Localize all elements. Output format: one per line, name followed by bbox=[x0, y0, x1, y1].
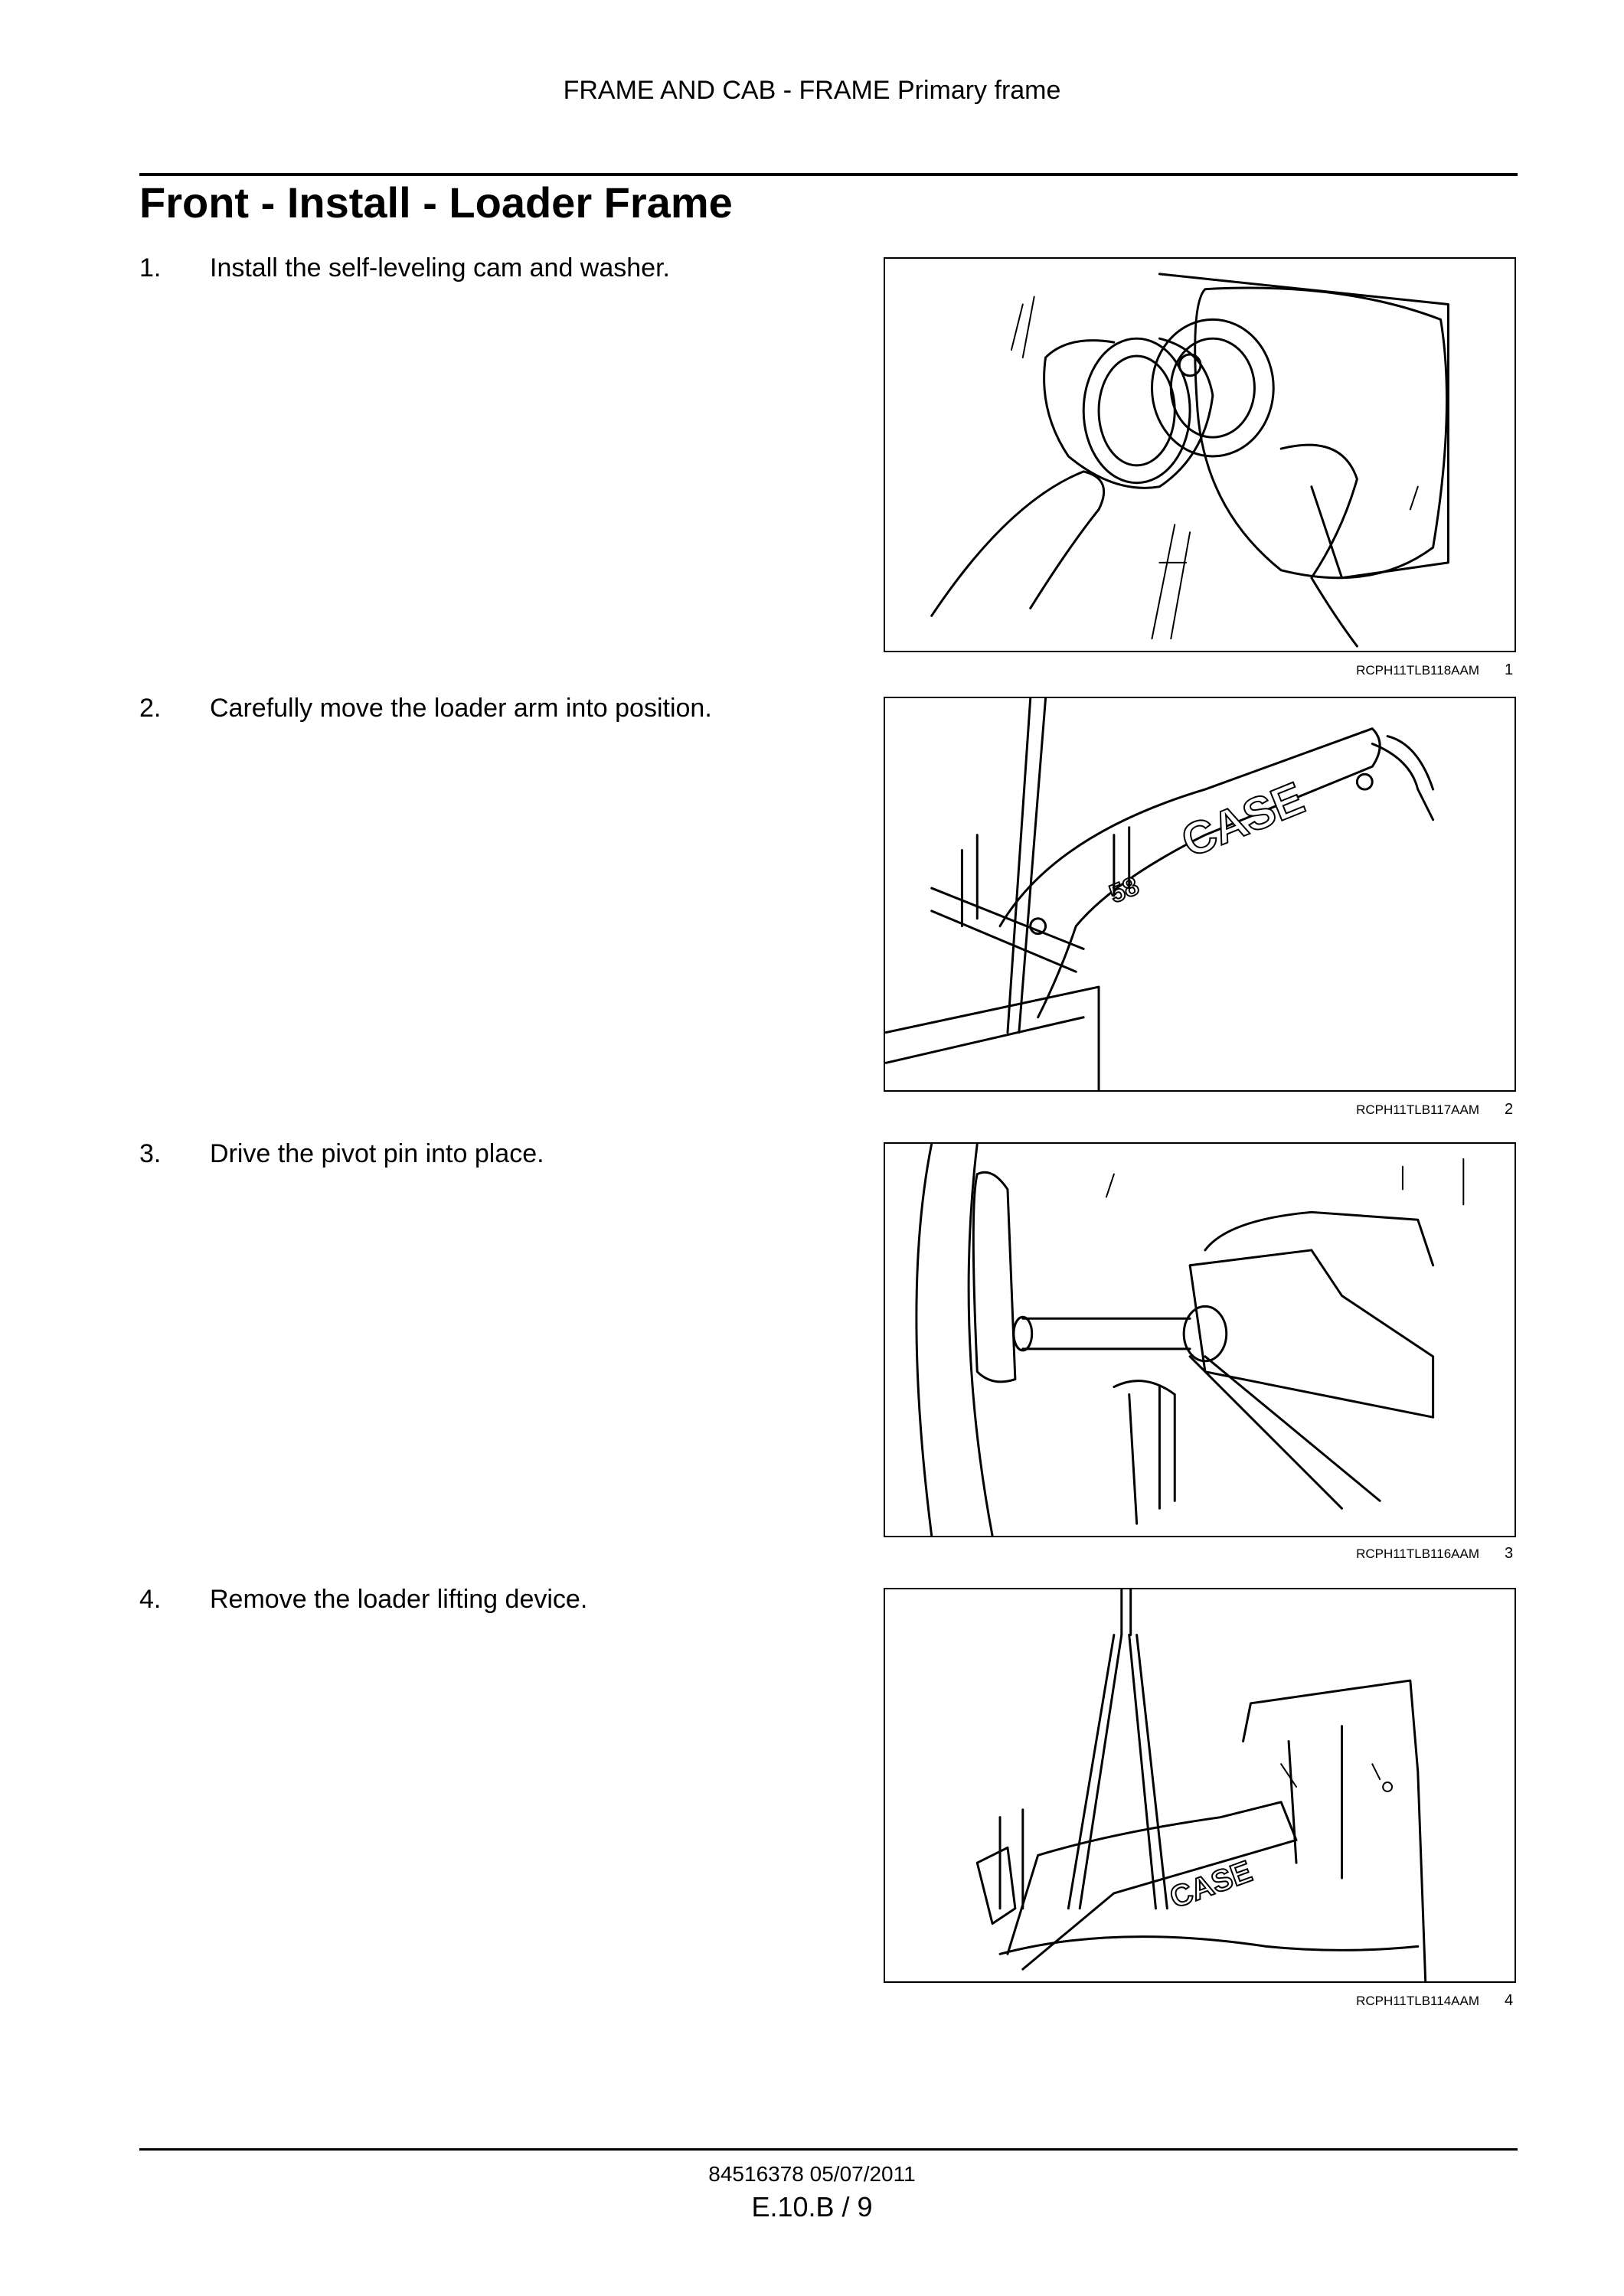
figure-code: RCPH11TLB117AAM bbox=[1356, 1102, 1479, 1117]
figure-pivot-pin bbox=[884, 1142, 1516, 1537]
lifting-device-illustration bbox=[885, 1589, 1515, 1981]
step-number: 4. bbox=[139, 1585, 162, 1614]
figure-number: 2 bbox=[1505, 1101, 1514, 1118]
figure-code: RCPH11TLB116AAM bbox=[1356, 1546, 1479, 1561]
figure-number: 1 bbox=[1505, 661, 1514, 678]
svg-text:58: 58 bbox=[1105, 871, 1143, 910]
figure-number: 3 bbox=[1505, 1545, 1514, 1562]
step-number: 1. bbox=[139, 253, 162, 283]
figure-cam-and-washer bbox=[884, 257, 1516, 652]
figure-code: RCPH11TLB114AAM bbox=[1356, 1994, 1479, 2008]
header-rule bbox=[139, 173, 1518, 176]
loader-arm-illustration bbox=[885, 698, 1515, 1090]
step-text: Drive the pivot pin into place. bbox=[210, 1139, 544, 1168]
step-text: Remove the loader lifting device. bbox=[210, 1585, 588, 1614]
footer-rule bbox=[139, 2148, 1518, 2151]
step-number: 3. bbox=[139, 1139, 162, 1168]
figure-loader-arm bbox=[884, 697, 1516, 1092]
page-number: E.10.B / 9 bbox=[751, 2191, 873, 2223]
figure-code: RCPH11TLB118AAM bbox=[1356, 663, 1479, 678]
document-code: 84516378 05/07/2011 bbox=[708, 2162, 916, 2186]
svg-text:CASE: CASE bbox=[1174, 772, 1312, 867]
cam-and-washer-illustration bbox=[885, 259, 1515, 651]
step-text: Install the self-leveling cam and washer. bbox=[210, 253, 670, 283]
figure-lifting-device bbox=[884, 1588, 1516, 1983]
figure-number: 4 bbox=[1505, 1992, 1514, 2009]
running-header: FRAME AND CAB - FRAME Primary frame bbox=[563, 76, 1061, 105]
page-title: Front - Install - Loader Frame bbox=[139, 178, 733, 227]
pivot-pin-illustration bbox=[885, 1144, 1515, 1536]
step-number: 2. bbox=[139, 694, 162, 723]
svg-text:CASE: CASE bbox=[1165, 1854, 1256, 1916]
step-text: Carefully move the loader arm into position. bbox=[210, 694, 712, 723]
